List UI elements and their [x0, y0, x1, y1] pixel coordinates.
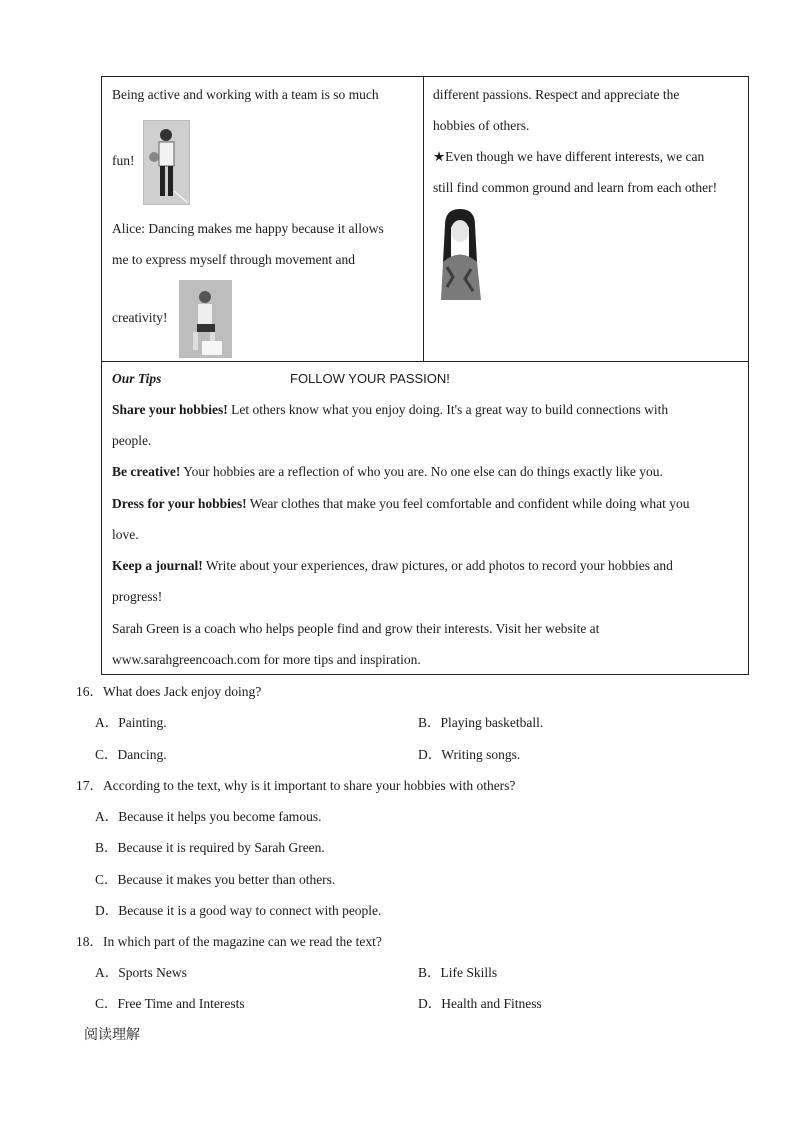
girl-portrait-photo	[435, 207, 485, 300]
column-divider	[423, 77, 424, 361]
question-16-stem: 16．What does Jack enjoy doing?	[76, 684, 262, 699]
tip-dress-text: Wear clothes that make you feel comfortable and confident while doing what you	[246, 496, 690, 511]
question-16-option-a[interactable]: A．Painting.	[95, 715, 167, 730]
question-18-option-d[interactable]: D．Health and Fitness	[418, 996, 542, 1011]
article-table	[101, 76, 749, 675]
section-label: 阅读理解	[84, 1027, 140, 1043]
tip-dress-text-cont: love.	[112, 527, 139, 542]
sarah-text-line: Sarah Green is a coach who helps people find and grow their interests. Visit her website at	[112, 621, 600, 636]
question-18-option-b[interactable]: B．Life Skills	[418, 965, 498, 980]
sarah-website-line: www.sarahgreencoach.com for more tips and inspiration.	[112, 652, 421, 667]
tip-journal-text-cont: progress!	[112, 589, 163, 604]
question-18-option-a[interactable]: A．Sports News	[95, 965, 187, 980]
tip-creative	[112, 463, 663, 481]
tips-heading: FOLLOW YOUR PASSION!	[290, 371, 450, 386]
basketball-player-photo	[143, 120, 190, 205]
tip-share-text-cont: people.	[112, 433, 152, 448]
tip-journal	[112, 557, 673, 575]
question-17-option-a[interactable]: A．Because it helps you become famous.	[95, 809, 322, 824]
dancer-photo	[179, 280, 232, 358]
question-18-stem: 18．In which part of the magazine can we read the text?	[76, 934, 382, 949]
right-text-line: different passions. Respect and appreciate the	[433, 87, 680, 102]
row-divider	[102, 361, 748, 362]
left-text-line: Being active and working with a team is so much	[112, 87, 379, 102]
question-17-stem: 17．According to the text, why is it important to share your hobbies with others?	[76, 778, 516, 793]
alice-text-line: Alice: Dancing makes me happy because it allows	[112, 221, 384, 236]
tip-journal-text: Write about your experiences, draw pictures, or add photos to record your hobbies and	[202, 558, 673, 573]
tip-dress	[112, 495, 690, 513]
question-16-option-d[interactable]: D．Writing songs.	[418, 747, 521, 762]
right-text-line: still find common ground and learn from each other!	[433, 180, 718, 195]
right-text-line: hobbies of others.	[433, 118, 530, 133]
question-18-option-c[interactable]: C．Free Time and Interests	[95, 996, 245, 1011]
tip-share-title: Share your hobbies!	[112, 402, 228, 417]
tips-label: Our Tips	[112, 371, 162, 386]
alice-text-line: me to express myself through movement and	[112, 252, 355, 267]
tip-share	[112, 401, 668, 419]
question-17-option-b[interactable]: B．Because it is required by Sarah Green.	[95, 840, 325, 855]
tip-creative-title: Be creative!	[112, 464, 181, 479]
question-16-option-b[interactable]: B．Playing basketball.	[418, 715, 544, 730]
tip-journal-title: Keep a journal!	[112, 558, 203, 573]
left-text-line: fun!	[112, 153, 135, 168]
tip-dress-title: Dress for your hobbies!	[112, 496, 247, 511]
alice-text-line: creativity!	[112, 310, 168, 325]
right-text-line: ★Even though we have different interests, we can	[433, 149, 705, 164]
tip-creative-text: Your hobbies are a reflection of who you are. No one else can do things exactly like you.	[180, 464, 663, 479]
question-17-option-d[interactable]: D．Because it is a good way to connect with people.	[95, 903, 382, 918]
tip-share-text: Let others know what you enjoy doing. It's a great way to build connections with	[227, 402, 669, 417]
question-17-option-c[interactable]: C．Because it makes you better than others.	[95, 872, 336, 887]
question-16-option-c[interactable]: C．Dancing.	[95, 747, 167, 762]
